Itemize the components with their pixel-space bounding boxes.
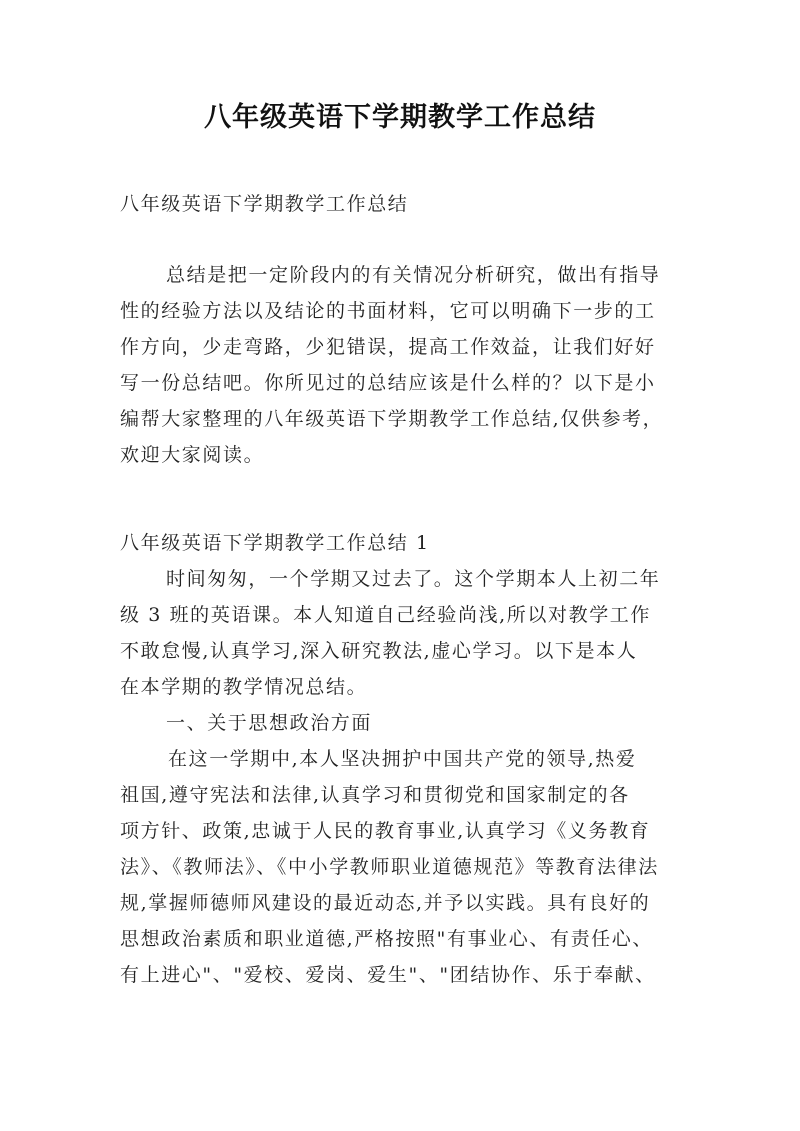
paragraph-line: 有上进心"、"爱校、爱岗、爱生"、"团结协作、乐于奉献、	[120, 964, 656, 986]
paragraph-line: 作方向，少走弯路，少犯错误，提高工作效益，让我们好好	[120, 336, 656, 358]
document-subtitle	[120, 186, 685, 222]
subtitle-text: 八年级英语下学期教学工作总结	[120, 193, 409, 215]
section-1	[120, 525, 685, 993]
paragraph-line: 编帮大家整理的八年级英语下学期教学工作总结,仅供参考，	[120, 408, 664, 430]
paragraph-line: 级 3 班的英语课。本人知道自己经验尚浅,所以对教学工作	[120, 604, 652, 626]
paragraph-line: 不敢怠慢,认真学习,深入研究教法,虚心学习。以下是本人	[120, 640, 638, 662]
paragraph-line: 时间匆匆，一个学期又过去了。这个学期本人上初二年	[166, 568, 661, 590]
paragraph-line: 规,掌握师德师风建设的最近动态,并予以实践。具有良好的	[120, 892, 651, 914]
subsection-heading: 一、关于思想政治方面	[166, 712, 373, 734]
intro-paragraph	[120, 257, 685, 473]
paragraph-line: 思想政治素质和职业道德,严格按照"有事业心、有责任心、	[120, 928, 653, 950]
paragraph-line: 写一份总结吧。你所见过的总结应该是什么样的？以下是小	[120, 372, 656, 394]
section-heading: 八年级英语下学期教学工作总结 1	[120, 532, 430, 554]
paragraph-line: 项方针、政策,忠诚于人民的教育事业,认真学习《义务教育	[120, 820, 651, 842]
paragraph-line: 法》、《教师法》、《中小学教师职业道德规范》等教育法律法	[120, 856, 659, 878]
paragraph-line: 在这一学期中,本人坚决拥护中国共产党的领导,热爱	[168, 748, 637, 770]
paragraph-line: 在本学期的教学情况总结。	[120, 676, 368, 698]
paragraph-line: 欢迎大家阅读。	[120, 444, 265, 466]
paragraph-line: 性的经验方法以及结论的书面材料，它可以明确下一步的工	[120, 300, 656, 322]
paragraph-line: 祖国,遵守宪法和法律,认真学习和贯彻党和国家制定的各	[120, 784, 630, 806]
paragraph-line: 总结是把一定阶段内的有关情况分析研究，做出有指导	[166, 264, 661, 286]
document-title: 八年级英语下学期教学工作总结	[204, 102, 596, 133]
